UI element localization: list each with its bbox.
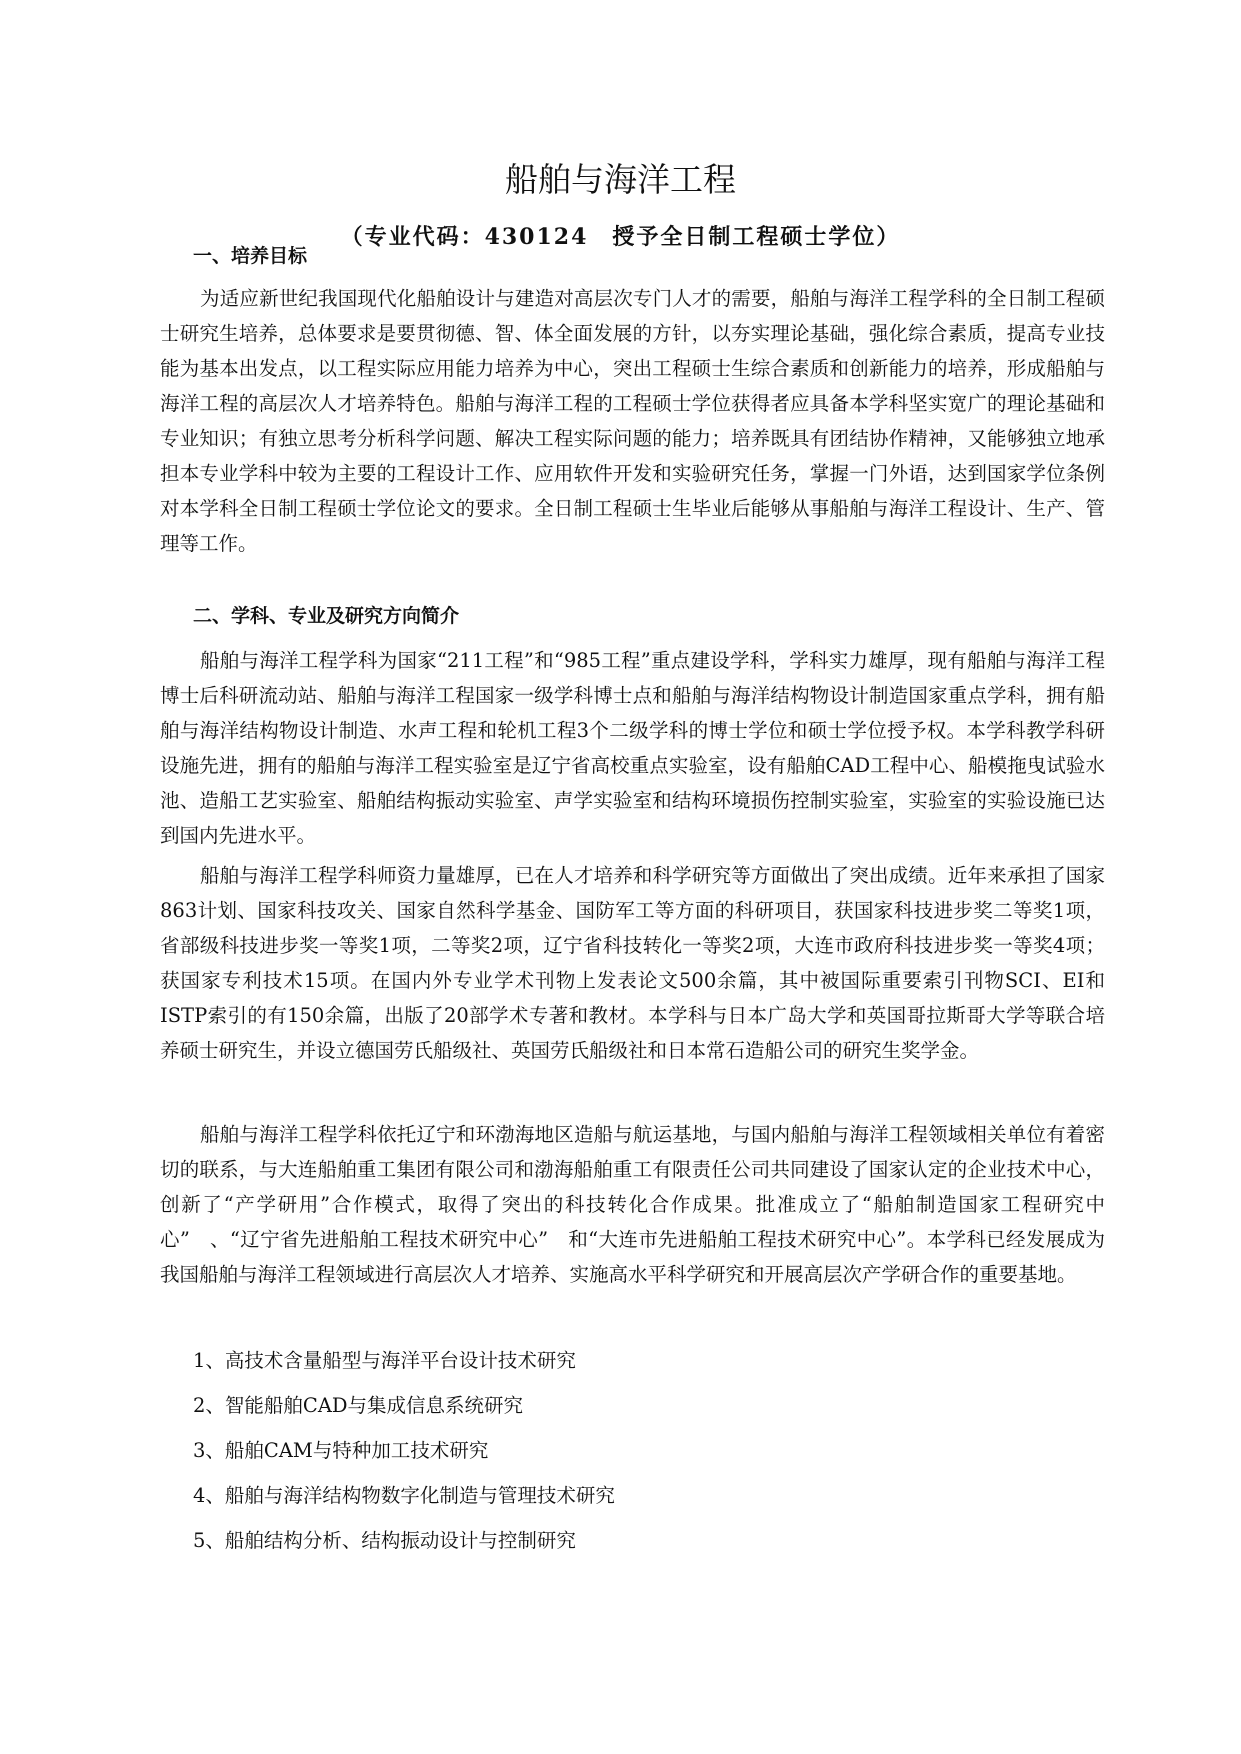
research-direction-item: 1、高技术含量船型与海洋平台设计技术研究 xyxy=(193,1349,576,1372)
paragraph-faculty-achievements: 船舶与海洋工程学科师资力量雄厚，已在人才培养和科学研究等方面做出了突出成绩。近年来承担了国家863计划、国家科技攻关、国家自然科学基金、国防军工等方面的科研项目，获国家科技进步奖二等奖1项，省部级科技进步奖一等奖1项，二等奖2项，辽宁省科技转化一等奖2项，大连市政府科技进步奖一等奖4项；获国家专利技术15项。在国内外专业学术刊物上发表论文500余篇，其中被国际重要索引刊物SCI、EI和ISTP索引的有150余篇，出版了20部学术专著和教材。本学科与日本广岛大学和英国哥拉斯哥大学等联合培养硕士研究生，并设立德国劳氏船级社、英国劳氏船级社和日本常石造船公司的研究生奖学金。 xyxy=(160,864,1105,1062)
section-heading-training-objectives: 一、培养目标 xyxy=(193,245,308,267)
research-direction-item: 2、智能船舶CAD与集成信息系统研究 xyxy=(193,1394,524,1417)
research-direction-item: 3、船舶CAM与特种加工技术研究 xyxy=(193,1439,489,1462)
paragraph-training-objectives: 为适应新世纪我国现代化船舶设计与建造对高层次专门人才的需要，船舶与海洋工程学科的全日制工程硕士研究生培养，总体要求是要贯彻德、智、体全面发展的方针，以夯实理论基础，强化综合素质，提高专业技能为基本出发点，以工程实际应用能力培养为中心，突出工程硕士生综合素质和创新能力的培养，形成船舶与海洋工程的高层次人才培养特色。船舶与海洋工程的工程硕士学位获得者应具备本学科坚实宽广的理论基础和专业知识；有独立思考分析科学问题、解决工程实际问题的能力；培养既具有团结协作精神，又能够独立地承担本专业学科中较为主要的工程设计工作、应用软件开发和实验研究任务，掌握一门外语，达到国家学位条例对本学科全日制工程硕士学位论文的要求。全日制工程硕士生毕业后能够从事船舶与海洋工程设计、生产、管理等工作。 xyxy=(160,287,1105,555)
research-direction-item: 5、船舶结构分析、结构振动设计与控制研究 xyxy=(193,1529,576,1552)
document-subtitle: （专业代码：430124 授予全日制工程硕士学位） xyxy=(340,224,901,250)
section-heading-discipline-intro: 二、学科、专业及研究方向简介 xyxy=(193,605,460,627)
paragraph-industry-cooperation: 船舶与海洋工程学科依托辽宁和环渤海地区造船与航运基地，与国内船舶与海洋工程领域相关单位有着密切的联系，与大连船舶重工集团有限公司和渤海船舶重工有限责任公司共同建设了国家认定的企业技术中心，创新了“产学研用”合作模式，取得了突出的科技转化合作成果。批准成立了“船舶制造国家工程研究中心” 、“辽宁省先进船舶工程技术研究中心” 和“大连市先进船舶工程技术研究中心”。本学科已经发展成为我国船舶与海洋工程领域进行高层次人才培养、实施高水平科学研究和开展高层次产学研合作的重要基地。 xyxy=(160,1123,1105,1286)
research-directions-list xyxy=(193,1343,615,1568)
document-title: 船舶与海洋工程 xyxy=(505,160,736,199)
paragraph-discipline-overview: 船舶与海洋工程学科为国家“211工程”和“985工程”重点建设学科，学科实力雄厚，现有船舶与海洋工程博士后科研流动站、船舶与海洋工程国家一级学科博士点和船舶与海洋结构物设计制造国家重点学科，拥有船舶与海洋结构物设计制造、水声工程和轮机工程3个二级学科的博士学位和硕士学位授予权。本学科教学科研设施先进，拥有的船舶与海洋工程实验室是辽宁省高校重点实验室，设有船舶CAD工程中心、船模拖曳试验水池、造船工艺实验室、船舶结构振动实验室、声学实验室和结构环境损伤控制实验室，实验室的实验设施已达到国内先进水平。 xyxy=(160,649,1105,847)
research-direction-item: 4、船舶与海洋结构物数字化制造与管理技术研究 xyxy=(193,1484,615,1507)
